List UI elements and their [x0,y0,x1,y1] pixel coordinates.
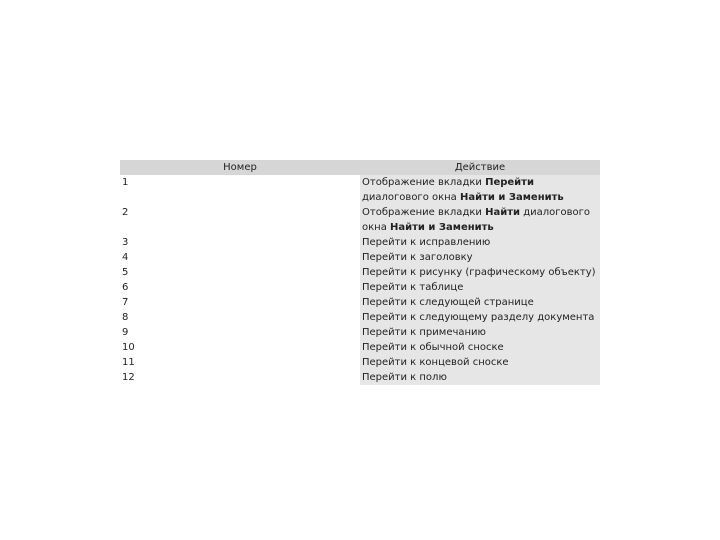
row-number: 2 [120,205,360,235]
row-action [360,175,600,205]
table-row [120,340,600,355]
row-number: 10 [120,340,360,355]
header-action: Действие [360,160,600,175]
row-action [360,280,600,295]
action-text: Отображение вкладки [362,177,486,188]
action-text: Перейти к следующей странице [362,297,534,308]
row-action [360,325,600,340]
shortcuts-table [120,160,600,385]
action-text: Перейти к таблице [362,282,464,293]
header-number: Номер [120,160,360,175]
action-text: Перейти к концевой сноске [362,357,509,368]
action-text-bold: Найти [485,207,521,218]
action-text: Отображение вкладки [362,207,486,218]
table-row [120,235,600,250]
row-action [360,310,600,325]
action-text: Перейти к полю [362,372,447,383]
row-action [360,265,600,280]
table-row [120,205,600,235]
row-action [360,205,600,235]
action-text: Перейти к обычной сноске [362,342,504,353]
action-text: Перейти к исправлению [362,237,491,248]
row-number: 3 [120,235,360,250]
row-number: 6 [120,280,360,295]
row-number: 9 [120,325,360,340]
table-row [120,265,600,280]
row-action [360,295,600,310]
row-number: 4 [120,250,360,265]
row-number: 11 [120,355,360,370]
table-row [120,370,600,385]
row-action [360,370,600,385]
row-number: 8 [120,310,360,325]
action-text: диалогового окна [362,207,591,233]
table-row [120,175,600,205]
action-text: Перейти к примечанию [362,327,486,338]
row-number: 7 [120,295,360,310]
row-action [360,355,600,370]
table-row [120,250,600,265]
action-text: Перейти к следующему разделу документа [362,312,595,323]
row-number: 12 [120,370,360,385]
action-text-bold: Найти и Заменить [460,192,564,203]
row-number: 1 [120,175,360,205]
action-text: Перейти к рисунку (графическому объекту) [362,267,596,278]
table-body [120,175,600,385]
table-row [120,325,600,340]
table-row [120,310,600,325]
table-row [120,355,600,370]
row-action [360,235,600,250]
row-action [360,340,600,355]
action-text-bold: Найти и Заменить [390,222,494,233]
action-text: Перейти к заголовку [362,252,473,263]
action-text: диалогового окна [362,192,460,203]
row-number: 5 [120,265,360,280]
table-row [120,295,600,310]
table-header-row [120,160,600,175]
row-action [360,250,600,265]
table-row [120,280,600,295]
action-text-bold: Перейти [485,177,534,188]
